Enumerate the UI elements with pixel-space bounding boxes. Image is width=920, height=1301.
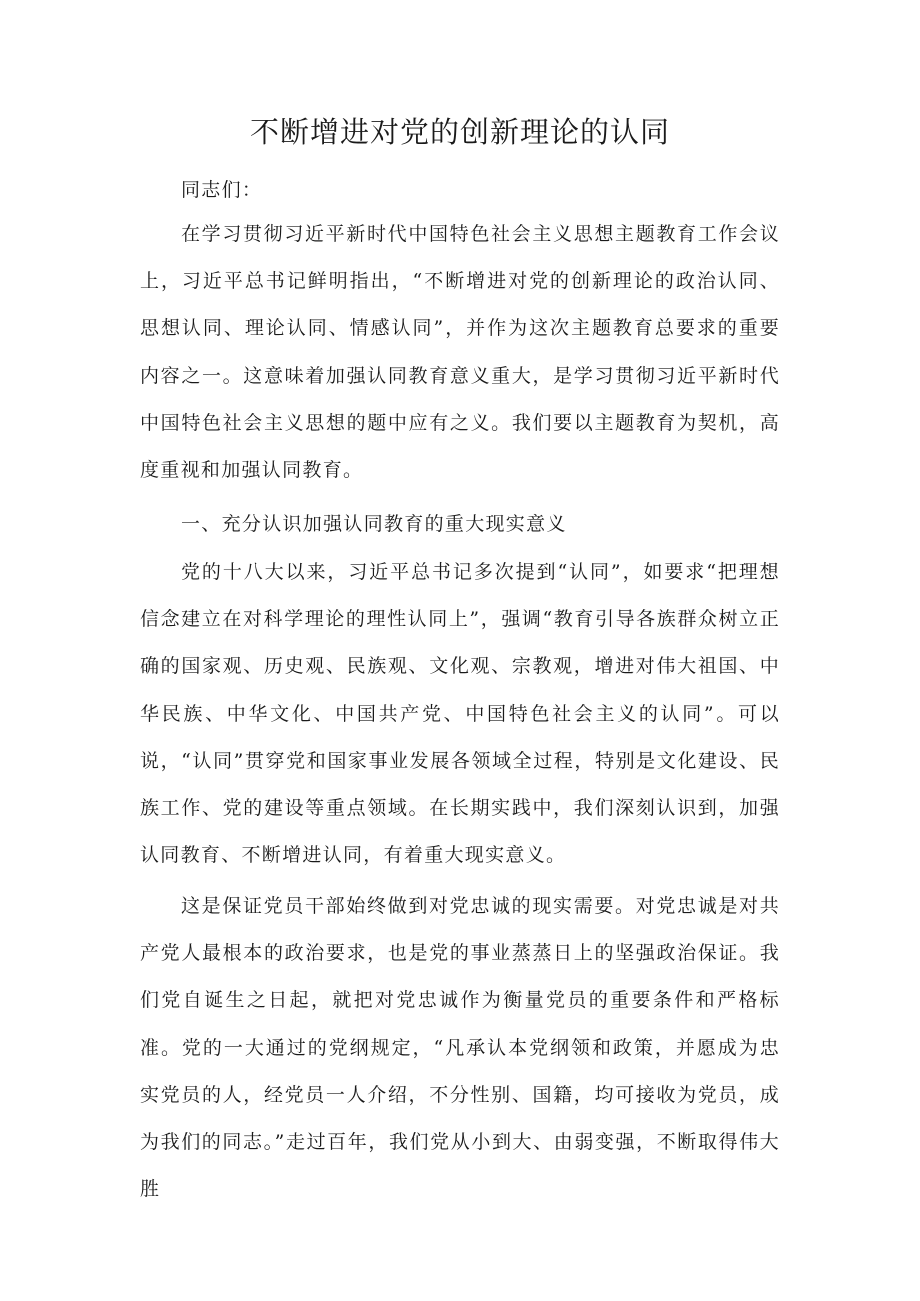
salutation: 同志们： bbox=[181, 179, 263, 201]
paragraph-intro: 在学习贯彻习近平新时代中国特色社会主义思想主题教育工作会议上，习近平总书记鲜明指出，“不断增进对党的创新理论的政治认同、思想认同、理论认同、情感认同”，并作为这次主题教育总要求的重要内容之一。这意味着加强认同教育意义重大，是学习贯彻习近平新时代中国特色社会主义思想的题中应有之义。我们要以主题教育为契机，高度重视和加强认同教育。 bbox=[140, 223, 780, 482]
paragraph-loyalty: 这是保证党员干部始终做到对党忠诚的现实需要。对党忠诚是对共产党人最根本的政治要求，也是党的事业蒸蒸日上的坚强政治保证。我们党自诞生之日起，就把对党忠诚作为衡量党员的重要条件和严格标准。党的一大通过的党纲规定，“凡承认本党纲领和政策，并愿成为忠实党员的人，经党员一人介绍，不分性别、国籍，均可接收为党员，成为我们的同志。”走过百年，我们党从小到大、由弱变强，不断取得伟大胜 bbox=[140, 895, 780, 1201]
paragraph-cite: 党的十八大以来，习近平总书记多次提到“认同”，如要求“把理想信念建立在对科学理论的理性认同上”，强调“教育引导各族群众树立正确的国家观、历史观、民族观、文化观、宗教观，增进对伟大祖国、中华民族、中华文化、中国共产党、中国特色社会主义的认同”。可以说，“认同”贯穿党和国家事业发展各领域全过程，特别是文化建设、民族工作、党的建设等重点领域。在长期实践中，我们深刻认识到，加强认同教育、不断增进认同，有着重大现实意义。 bbox=[140, 561, 780, 867]
document-title: 不断增进对党的创新理论的认同 bbox=[249, 115, 670, 149]
section-heading-1: 一、充分认识加强认同教育的重大现实意义 bbox=[181, 513, 567, 535]
